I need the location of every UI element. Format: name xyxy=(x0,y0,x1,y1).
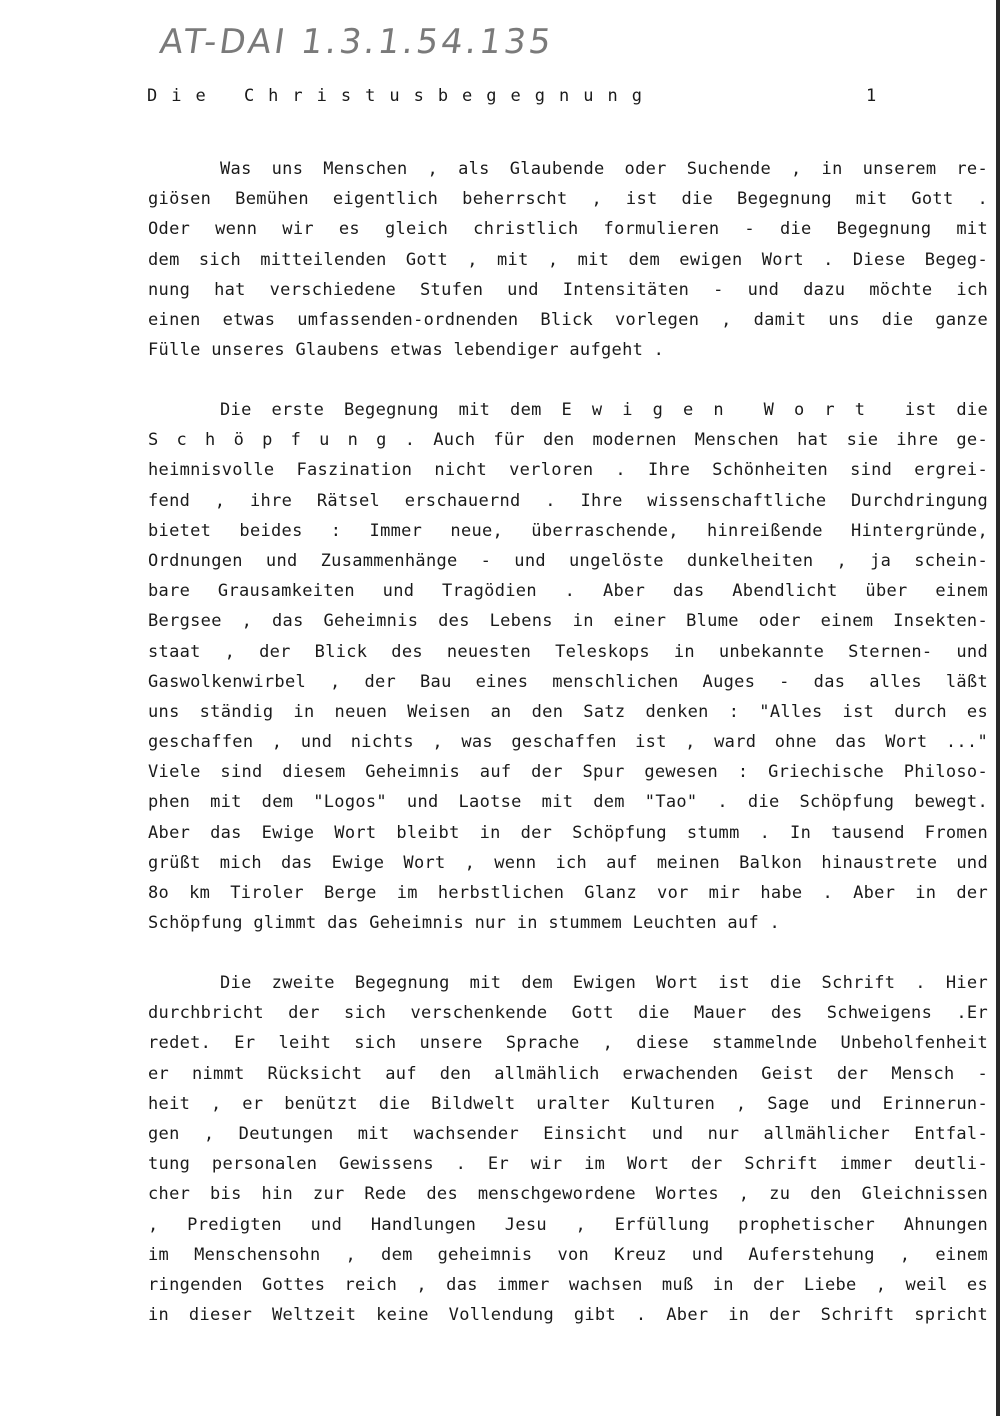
text-line: Aber das Ewige Wort bleibt in der Schöpfung stumm . In tausend Fromen xyxy=(148,822,988,843)
text-line: bare Grausamkeiten und Tragödien . Aber das Abendlicht über einem xyxy=(148,581,988,602)
text-line: im Menschensohn , dem geheimnis von Kreuz und Auferstehung , einem xyxy=(148,1244,988,1265)
paragraph-introduction xyxy=(148,154,988,365)
text-line: Bergsee , das Geheimnis des Lebens in einer Blume oder einem Insekten- xyxy=(148,611,988,632)
text-line: einen etwas umfassenden-ordnenden Blick vorlegen , damit uns die ganze xyxy=(148,309,988,330)
text-line: ringenden Gottes reich , das immer wachsen muß in der Liebe , weil es xyxy=(148,1274,988,1295)
text-line: heimnisvolle Faszination nicht verloren . Ihre Schönheiten sind ergrei- xyxy=(148,460,988,481)
paragraph-creation xyxy=(148,395,988,938)
text-line: tung personalen Gewissens . Er wir im Wort der Schrift immer deutli- xyxy=(148,1154,988,1175)
text-line: heit , er benützt die Bildwelt uralter Kulturen , Sage und Erinnerun- xyxy=(148,1093,988,1114)
text-line: Die erste Begegnung mit dem E w i g e n W o r t ist die xyxy=(220,400,988,420)
text-line: Ordnungen und Zusammenhänge - und ungelöste dunkelheiten , ja schein- xyxy=(148,550,988,571)
text-line: 8o km Tiroler Berge im herbstlichen Glanz vor mir habe . Aber in der xyxy=(148,883,988,903)
text-line: gen , Deutungen mit wachsender Einsicht und nur allmählicher Entfal- xyxy=(148,1123,988,1144)
text-line: grüßt mich das Ewige Wort , wenn ich auf meinen Balkon hinaustrete und xyxy=(148,852,988,873)
archive-signature: AT-DAI 1.3.1.54.135 xyxy=(157,22,557,62)
scan-edge xyxy=(996,0,1000,1416)
text-line: er nimmt Rücksicht auf den allmählich erwachenden Geist der Mensch - xyxy=(148,1063,988,1084)
text-line: Gaswolkenwirbel , der Bau eines menschlichen Auges - das alles läßt xyxy=(148,671,988,692)
text-line: Viele sind diesem Geheimnis auf der Spur gewesen : Griechische Philoso- xyxy=(148,762,988,783)
text-line: fend , ihre Rätsel erschauernd . Ihre wissenschaftliche Durchdringung xyxy=(148,490,988,511)
text-line: Schöpfung glimmt das Geheimnis nur in stummem Leuchten auf . xyxy=(148,913,781,934)
text-line: durchbricht der sich verschenkende Gott die Mauer des Schweigens .Er xyxy=(148,1003,988,1024)
text-line: Oder wenn wir es gleich christlich formulieren - die Begegnung mit xyxy=(148,219,988,240)
text-line: phen mit dem "Logos" und Laotse mit dem "Tao" . die Schöpfung bewegt. xyxy=(148,792,988,813)
text-line: nung hat verschiedene Stufen und Intensitäten - und dazu möchte ich xyxy=(148,279,988,300)
text-line: geschaffen , und nichts , was geschaffen ist , ward ohne das Wort ..." xyxy=(148,732,988,753)
text-line: redet. Er leiht sich unsere Sprache , diese stammelnde Unbeholfenheit xyxy=(148,1033,988,1054)
text-line: Was uns Menschen , als Glaubende oder Suchende , in unserem re- xyxy=(220,159,988,179)
text-line: Fülle unseres Glaubens etwas lebendiger aufgeht . xyxy=(148,340,665,361)
page-number: 1 xyxy=(866,86,877,106)
text-line: bietet beides : Immer neue, überraschende, hinreißende Hintergründe, xyxy=(148,520,988,541)
text-line: uns ständig in neuen Weisen an den Satz denken : "Alles ist durch es xyxy=(148,701,988,722)
text-line: Die zweite Begegnung mit dem Ewigen Wort ist die Schrift . Hier xyxy=(220,973,988,993)
text-line: , Predigten und Handlungen Jesu , Erfüllung prophetischer Ahnungen xyxy=(148,1214,988,1235)
text-line: giösen Bemühen eigentlich beherrscht , ist die Begegnung mit Gott . xyxy=(148,189,988,210)
paragraph-scripture xyxy=(148,968,988,1330)
text-line: S c h ö p f u n g . Auch für den modernen Menschen hat sie ihre ge- xyxy=(148,430,988,451)
document-title: Die Christusbegegnung xyxy=(147,86,656,106)
text-line: cher bis hin zur Rede des menschgewordene Wortes , zu den Gleichnissen xyxy=(148,1184,988,1205)
text-line: staat , der Blick des neuesten Teleskops in unbekannte Sternen- und xyxy=(148,641,988,662)
text-line: dem sich mitteilenden Gott , mit , mit dem ewigen Wort . Diese Begeg- xyxy=(148,249,988,270)
text-line: in dieser Weltzeit keine Vollendung gibt . Aber in der Schrift spricht xyxy=(148,1305,988,1326)
